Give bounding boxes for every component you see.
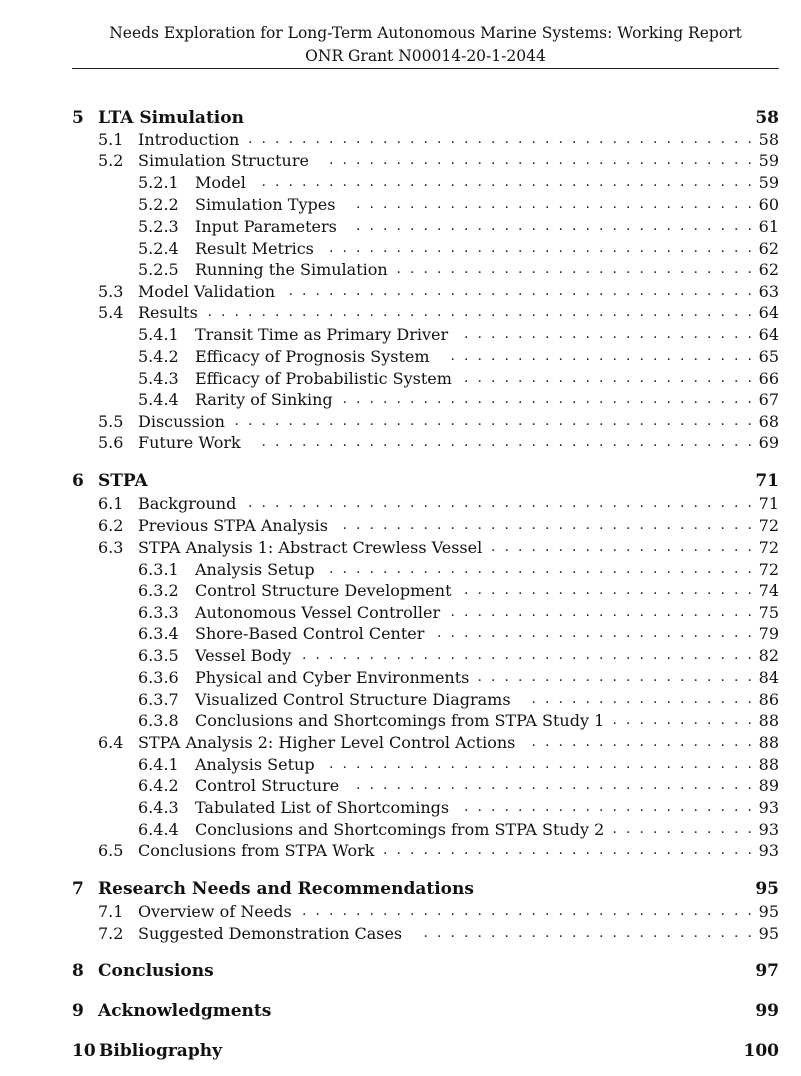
toc-number: 5.2 — [98, 150, 124, 170]
toc-title: Tabulated List of Shortcomings — [195, 797, 450, 817]
toc-page-number: 69 — [758, 432, 779, 452]
toc-subsection[interactable] — [0, 666, 801, 688]
toc-number: 5.4.1 — [138, 324, 179, 344]
toc-subsection[interactable] — [0, 818, 801, 840]
dot-leader: ........... — [612, 712, 762, 728]
dot-leader: ................................ — [329, 152, 762, 168]
dot-leader: ..................... — [477, 669, 762, 685]
toc-number: 5.3 — [98, 281, 124, 301]
toc-subsection[interactable] — [0, 796, 801, 818]
toc-number: 6.3.3 — [138, 602, 179, 622]
dot-leader: ......................................... — [207, 304, 762, 320]
toc-title: Transit Time as Primary Driver — [195, 324, 449, 344]
toc-number: 6.4 — [98, 732, 124, 752]
toc-page-number: 95 — [758, 923, 779, 943]
toc-title: Running the Simulation — [195, 259, 388, 279]
toc-page-number: 95 — [755, 879, 779, 899]
dot-leader: .............................. — [356, 196, 762, 212]
toc-number: 6.3.8 — [138, 710, 179, 730]
dot-leader: .................................. — [302, 903, 762, 919]
dot-leader: ................. — [531, 691, 762, 707]
toc-number: 6.3.5 — [138, 645, 179, 665]
toc-number: 6.4.3 — [138, 797, 179, 817]
toc-page-number: 75 — [758, 602, 779, 622]
toc-number: 5 — [72, 108, 84, 128]
toc-number: 5.4 — [98, 302, 124, 322]
toc-chapter[interactable] — [0, 470, 801, 492]
toc-page-number: 99 — [755, 1001, 779, 1021]
toc-subsection[interactable] — [0, 774, 801, 796]
toc-subsection[interactable] — [0, 193, 801, 215]
toc-page-number: 72 — [758, 515, 779, 535]
toc-section[interactable] — [0, 492, 801, 514]
toc-subsection[interactable] — [0, 388, 801, 410]
toc-title: Previous STPA Analysis — [138, 515, 328, 535]
dot-leader: ...................................... — [248, 495, 762, 511]
toc-subsection[interactable] — [0, 237, 801, 259]
toc-section[interactable] — [0, 536, 801, 558]
header-grant: ONR Grant N00014-20-1-2044 — [305, 47, 546, 65]
toc-title: Conclusions from STPA Work — [138, 840, 375, 860]
toc-section[interactable] — [0, 514, 801, 536]
toc-chapter[interactable] — [0, 107, 801, 129]
toc-section[interactable] — [0, 149, 801, 171]
toc-title: STPA Analysis 1: Abstract Crewless Vessel — [138, 537, 483, 557]
toc-number: 5.2.2 — [138, 194, 179, 214]
toc-number: 5.6 — [98, 432, 124, 452]
toc-page-number: 88 — [758, 710, 779, 730]
dot-leader: ................................... — [288, 283, 762, 299]
toc-chapter[interactable] — [0, 960, 801, 982]
toc-page-number: 67 — [758, 389, 779, 409]
toc-subsection[interactable] — [0, 709, 801, 731]
toc-title: STPA Analysis 2: Higher Level Control Actions — [138, 732, 516, 752]
toc-section[interactable] — [0, 900, 801, 922]
toc-number: 6.3.7 — [138, 689, 179, 709]
toc-title: Autonomous Vessel Controller — [195, 602, 441, 622]
toc-number: 6 — [72, 471, 84, 491]
toc-number: 5.1 — [98, 129, 124, 149]
toc-page-number: 59 — [758, 172, 779, 192]
toc-subsection[interactable] — [0, 258, 801, 280]
toc-title: Result Metrics — [195, 238, 314, 258]
dot-leader: ...................... — [464, 582, 762, 598]
toc-title: Results — [138, 302, 198, 322]
toc-number: 5.4.4 — [138, 389, 179, 409]
toc-title: Conclusions — [98, 961, 214, 981]
toc-number: 6.2 — [98, 515, 124, 535]
toc-title: Shore-Based Control Center — [195, 623, 425, 643]
toc-number: 6.4.2 — [138, 775, 179, 795]
toc-number: 6.3 — [98, 537, 124, 557]
toc-number: 10 — [72, 1041, 96, 1061]
toc-page-number: 61 — [758, 216, 779, 236]
dot-leader: .............................. — [356, 218, 762, 234]
toc-title: Conclusions and Shortcomings from STPA Study 1 — [195, 710, 605, 730]
toc-title: Simulation Types — [195, 194, 336, 214]
toc-chapter[interactable] — [0, 1000, 801, 1022]
dot-leader: ................. — [531, 734, 762, 750]
toc-number: 5.2.5 — [138, 259, 179, 279]
toc-section[interactable] — [0, 410, 801, 432]
toc-title: Physical and Cyber Environments — [195, 667, 470, 687]
toc-subsection[interactable] — [0, 171, 801, 193]
toc-number: 6.3.2 — [138, 580, 179, 600]
toc-page-number: 93 — [758, 840, 779, 860]
toc-number: 7.2 — [98, 923, 124, 943]
toc-page-number: 68 — [758, 411, 779, 431]
toc-number: 6.4.1 — [138, 754, 179, 774]
dot-leader: .................... — [491, 539, 762, 555]
toc-page-number: 72 — [758, 559, 779, 579]
toc-number: 6.5 — [98, 840, 124, 860]
toc-page-number: 93 — [758, 797, 779, 817]
toc-title: Analysis Setup — [195, 754, 315, 774]
toc-number: 5.2.1 — [138, 172, 179, 192]
toc-number: 6.1 — [98, 493, 124, 513]
dot-leader: ....................... — [450, 348, 762, 364]
toc-page-number: 72 — [758, 537, 779, 557]
dot-leader: ...................... — [464, 370, 762, 386]
toc-subsection[interactable] — [0, 688, 801, 710]
toc-title: Visualized Control Structure Diagrams — [195, 689, 511, 709]
toc-subsection[interactable] — [0, 367, 801, 389]
toc-title: Rarity of Sinking — [195, 389, 333, 409]
dot-leader: ............................... — [342, 517, 762, 533]
toc-subsection[interactable] — [0, 753, 801, 775]
toc-number: 5.2.4 — [138, 238, 179, 258]
toc-number: 7.1 — [98, 901, 124, 921]
toc-section[interactable] — [0, 301, 801, 323]
toc-page-number: 71 — [758, 493, 779, 513]
toc-page-number: 84 — [758, 667, 779, 687]
toc-subsection[interactable] — [0, 622, 801, 644]
toc-page-number: 88 — [758, 754, 779, 774]
dot-leader: ...................... — [464, 799, 762, 815]
dot-leader: ...................... — [464, 326, 762, 342]
toc-title: Analysis Setup — [195, 559, 315, 579]
toc-subsection[interactable] — [0, 579, 801, 601]
dot-leader: ................................ — [329, 240, 762, 256]
toc-title: Simulation Structure — [138, 150, 309, 170]
toc-chapter[interactable] — [0, 1040, 801, 1062]
toc-section[interactable] — [0, 839, 801, 861]
toc-page-number: 65 — [758, 346, 779, 366]
dot-leader: .................................. — [302, 647, 762, 663]
toc-page-number: 79 — [758, 623, 779, 643]
dot-leader: ...................................... — [248, 131, 762, 147]
toc-page-number: 59 — [758, 150, 779, 170]
toc-page-number: 58 — [758, 129, 779, 149]
toc-page-number: 100 — [743, 1041, 779, 1061]
toc-title: Research Needs and Recommendations — [98, 879, 474, 899]
toc-page-number: 63 — [758, 281, 779, 301]
toc-title: Control Structure Development — [195, 580, 452, 600]
toc-title: Input Parameters — [195, 216, 337, 236]
toc-title: LTA Simulation — [98, 108, 244, 128]
toc-section[interactable] — [0, 922, 801, 944]
toc-subsection[interactable] — [0, 644, 801, 666]
toc-title: Efficacy of Prognosis System — [195, 346, 430, 366]
dot-leader: ................................ — [329, 756, 762, 772]
toc-page-number: 86 — [758, 689, 779, 709]
toc-subsection[interactable] — [0, 345, 801, 367]
toc-subsection[interactable] — [0, 323, 801, 345]
toc-section[interactable] — [0, 128, 801, 150]
toc-number: 5.4.2 — [138, 346, 179, 366]
toc-title: Control Structure — [195, 775, 340, 795]
toc-page-number: 95 — [758, 901, 779, 921]
dot-leader: ..................................... — [261, 174, 762, 190]
toc-number: 5.2.3 — [138, 216, 179, 236]
dot-leader: ......................... — [423, 925, 762, 941]
toc-page-number: 93 — [758, 819, 779, 839]
toc-section[interactable] — [0, 431, 801, 453]
dot-leader: ....................................... — [234, 413, 762, 429]
dot-leader: ........................ — [437, 625, 762, 641]
dot-leader: ............................... — [342, 391, 762, 407]
toc-title: STPA — [98, 471, 148, 491]
toc-title: Introduction — [138, 129, 240, 149]
dot-leader: ................................ — [329, 561, 762, 577]
toc-title: Future Work — [138, 432, 241, 452]
toc-page-number: 64 — [758, 324, 779, 344]
header-title: Needs Exploration for Long-Term Autonomous Marine Systems: Working Report — [109, 24, 742, 42]
toc-title: Bibliography — [99, 1041, 222, 1061]
toc-number: 5.4.3 — [138, 368, 179, 388]
toc-subsection[interactable] — [0, 601, 801, 623]
toc-page-number: 60 — [758, 194, 779, 214]
toc-page-number: 71 — [755, 471, 779, 491]
toc-number: 7 — [72, 879, 84, 899]
dot-leader: ..................................... — [261, 434, 762, 450]
toc-subsection[interactable] — [0, 558, 801, 580]
toc-number: 6.3.6 — [138, 667, 179, 687]
toc-page-number: 89 — [758, 775, 779, 795]
toc-page-number: 64 — [758, 302, 779, 322]
toc-title: Model Validation — [138, 281, 276, 301]
dot-leader: ....................... — [450, 604, 762, 620]
toc-title: Discussion — [138, 411, 225, 431]
toc-section[interactable] — [0, 280, 801, 302]
toc-title: Background — [138, 493, 237, 513]
dot-leader: ........... — [612, 821, 762, 837]
toc-title: Suggested Demonstration Cases — [138, 923, 403, 943]
toc-page-number: 58 — [755, 108, 779, 128]
toc-page-number: 88 — [758, 732, 779, 752]
toc-page-number: 97 — [755, 961, 779, 981]
toc-page-number: 82 — [758, 645, 779, 665]
toc-number: 5.5 — [98, 411, 124, 431]
toc-number: 6.4.4 — [138, 819, 179, 839]
toc-section[interactable] — [0, 731, 801, 753]
toc-title: Overview of Needs — [138, 901, 292, 921]
toc-page-number: 62 — [758, 238, 779, 258]
toc-number: 9 — [72, 1001, 84, 1021]
toc-title: Efficacy of Probabilistic System — [195, 368, 452, 388]
toc-page-number: 74 — [758, 580, 779, 600]
toc-page-number: 62 — [758, 259, 779, 279]
dot-leader: ........................... — [396, 261, 762, 277]
toc-number: 6.3.1 — [138, 559, 179, 579]
toc-page-number: 66 — [758, 368, 779, 388]
toc-subsection[interactable] — [0, 215, 801, 237]
toc-number: 6.3.4 — [138, 623, 179, 643]
toc-number: 8 — [72, 961, 84, 981]
dot-leader: .............................. — [356, 777, 762, 793]
dot-leader: ............................ — [383, 842, 762, 858]
toc-title: Model — [195, 172, 246, 192]
toc-title: Acknowledgments — [98, 1001, 272, 1021]
toc-title: Vessel Body — [195, 645, 292, 665]
toc-title: Conclusions and Shortcomings from STPA Study 2 — [195, 819, 605, 839]
toc-chapter[interactable] — [0, 878, 801, 900]
